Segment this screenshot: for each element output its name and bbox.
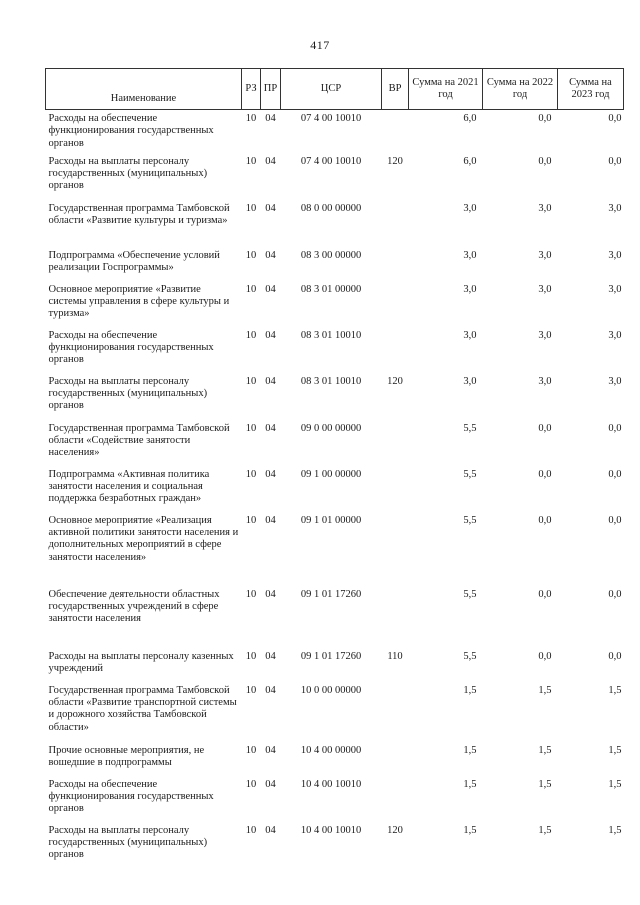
row-name: Государственная программа Тамбовской области «Развитие транспортной системы и дорожного хозяйства Тамбовской области»	[48, 684, 237, 733]
row-sum-2022: 0,0	[538, 155, 552, 167]
row-name: Расходы на выплаты персоналу государственных (муниципальных) органов	[48, 375, 208, 412]
row-name: Основное мероприятие «Развитие системы управления в сфере культуры и туризма»	[48, 283, 230, 320]
row-vr	[382, 420, 409, 466]
table-row	[46, 822, 624, 868]
row-name: Подпрограмма «Обеспечение условий реализации Госпрограммы»	[48, 249, 220, 273]
row-csr: 10 4 00 10010	[300, 824, 362, 836]
row-pr: 04	[265, 249, 276, 261]
row-vr	[382, 110, 409, 153]
row-csr: 07 4 00 10010	[300, 113, 362, 124]
row-sum-2021: 3,0	[463, 283, 477, 295]
row-sum-2021: 5,5	[463, 422, 477, 434]
row-csr: 10 4 00 00000	[300, 744, 362, 756]
row-sum-2023: 0,0	[608, 155, 622, 167]
row-rz: 10	[245, 249, 257, 261]
row-sum-2023: 0,0	[608, 588, 622, 600]
row-sum-2023: 0,0	[608, 468, 622, 480]
row-sum-2023: 3,0	[608, 249, 622, 261]
row-sum-2022: 1,5	[538, 824, 552, 836]
row-vr: 120	[387, 155, 403, 167]
table-row	[46, 110, 624, 153]
row-sum-2022: 1,5	[538, 684, 552, 696]
row-pr: 04	[265, 588, 276, 600]
row-sum-2022: 0,0	[538, 422, 552, 434]
row-pr: 04	[265, 202, 276, 214]
row-vr	[382, 327, 409, 373]
row-sum-2022: 0,0	[538, 113, 552, 124]
row-pr: 04	[265, 329, 276, 341]
row-name: Расходы на выплаты персоналу государственных (муниципальных) органов	[48, 155, 208, 192]
row-csr: 08 3 01 00000	[300, 283, 362, 295]
row-name: Государственная программа Тамбовской области «Содействие занятости населения»	[48, 422, 230, 459]
row-sum-2023: 0,0	[608, 113, 622, 124]
table-row	[46, 200, 624, 247]
row-pr: 04	[265, 468, 276, 480]
row-sum-2022: 0,0	[538, 468, 552, 480]
row-sum-2022: 0,0	[538, 514, 552, 526]
row-csr: 07 4 00 10010	[300, 155, 362, 167]
row-sum-2022: 3,0	[538, 329, 552, 341]
row-csr: 08 3 01 10010	[300, 375, 362, 387]
row-sum-2021: 3,0	[463, 375, 477, 387]
table-row	[46, 682, 624, 742]
header-rz: РЗ	[242, 69, 261, 110]
row-pr: 04	[265, 684, 276, 696]
row-csr: 10 0 00 00000	[300, 684, 362, 696]
table-row	[46, 153, 624, 200]
header-pr: ПР	[261, 69, 281, 110]
row-vr	[382, 682, 409, 742]
row-rz: 10	[245, 283, 257, 295]
row-sum-2022: 1,5	[538, 744, 552, 756]
header-sum-2022: Сумма на 2022 год	[483, 69, 558, 110]
row-sum-2023: 3,0	[608, 283, 622, 295]
row-csr: 08 3 01 10010	[300, 329, 362, 341]
row-rz: 10	[245, 422, 257, 434]
row-sum-2021: 1,5	[463, 684, 477, 696]
row-pr: 04	[265, 113, 276, 124]
row-vr	[382, 586, 409, 648]
row-pr: 04	[265, 744, 276, 756]
row-pr: 04	[265, 514, 276, 526]
row-sum-2023: 1,5	[608, 824, 622, 836]
row-sum-2022: 3,0	[538, 249, 552, 261]
row-sum-2023: 3,0	[608, 202, 622, 214]
row-name: Обеспечение деятельности областных государственных учреждений в сфере занятости населения	[48, 588, 220, 625]
row-rz: 10	[245, 113, 257, 124]
row-rz: 10	[245, 514, 257, 526]
row-pr: 04	[265, 824, 276, 836]
row-pr: 04	[265, 155, 276, 167]
row-vr: 120	[387, 375, 403, 387]
row-rz: 10	[245, 468, 257, 480]
row-vr: 120	[387, 824, 403, 836]
table-header-row	[46, 69, 624, 110]
row-sum-2023: 3,0	[608, 375, 622, 387]
row-name: Расходы на обеспечение функционирования государственных органов	[48, 113, 214, 149]
row-sum-2021: 3,0	[463, 249, 477, 261]
header-csr: ЦСР	[281, 69, 382, 110]
row-sum-2023: 1,5	[608, 684, 622, 696]
row-rz: 10	[245, 588, 257, 600]
row-rz: 10	[245, 329, 257, 341]
row-sum-2022: 0,0	[538, 588, 552, 600]
row-sum-2021: 3,0	[463, 329, 477, 341]
header-sum-2023: Сумма на 2023 год	[558, 69, 624, 110]
row-name: Расходы на обеспечение функционирования государственных органов	[48, 329, 214, 366]
row-sum-2021: 5,5	[463, 514, 477, 526]
row-sum-2021: 5,5	[463, 468, 477, 480]
row-sum-2022: 3,0	[538, 375, 552, 387]
table-row	[46, 586, 624, 648]
row-vr	[382, 466, 409, 512]
row-csr: 09 1 00 00000	[300, 468, 362, 480]
row-csr: 10 4 00 10010	[300, 778, 362, 790]
row-sum-2023: 0,0	[608, 514, 622, 526]
row-csr: 09 1 01 17260	[300, 650, 362, 662]
row-sum-2023: 1,5	[608, 744, 622, 756]
row-sum-2021: 1,5	[463, 744, 477, 756]
row-pr: 04	[265, 422, 276, 434]
row-sum-2021: 1,5	[463, 778, 477, 790]
table-row	[46, 420, 624, 466]
row-rz: 10	[245, 202, 257, 214]
row-rz: 10	[245, 684, 257, 696]
row-rz: 10	[245, 778, 257, 790]
row-csr: 09 1 01 00000	[300, 514, 362, 526]
row-vr: 110	[387, 650, 403, 662]
table-row	[46, 512, 624, 586]
row-sum-2021: 6,0	[463, 155, 477, 167]
row-name: Подпрограмма «Активная политика занятости населения и социальная поддержка безработных граждан»	[48, 468, 210, 505]
row-name: Расходы на выплаты персоналу государственных (муниципальных) органов	[48, 824, 208, 861]
table-row	[46, 742, 624, 776]
row-csr: 08 3 00 00000	[300, 249, 362, 261]
row-csr: 09 0 00 00000	[300, 422, 362, 434]
row-rz: 10	[245, 155, 257, 167]
row-sum-2022: 3,0	[538, 283, 552, 295]
row-rz: 10	[245, 744, 257, 756]
table-row	[46, 648, 624, 682]
row-vr	[382, 281, 409, 327]
row-sum-2023: 0,0	[608, 650, 622, 662]
header-name: Наименование	[46, 69, 242, 110]
row-pr: 04	[265, 650, 276, 662]
row-sum-2022: 0,0	[538, 650, 552, 662]
table-row	[46, 776, 624, 822]
row-name: Основное мероприятие «Реализация активной политики занятости населения и дополнительных мероприятий в сфере занятости населения»	[48, 514, 239, 563]
row-vr	[382, 200, 409, 247]
table-row	[46, 281, 624, 327]
table-row	[46, 373, 624, 420]
header-vr: ВР	[382, 69, 409, 110]
row-sum-2023: 0,0	[608, 422, 622, 434]
row-pr: 04	[265, 283, 276, 295]
row-sum-2023: 3,0	[608, 329, 622, 341]
row-vr	[382, 512, 409, 586]
row-name: Расходы на обеспечение функционирования государственных органов	[48, 778, 214, 815]
row-rz: 10	[245, 375, 257, 387]
row-csr: 09 1 01 17260	[300, 588, 362, 600]
row-sum-2023: 1,5	[608, 778, 622, 790]
table-row	[46, 466, 624, 512]
row-name: Расходы на выплаты персоналу казенных учреждений	[48, 650, 234, 674]
row-vr	[382, 776, 409, 822]
table-row	[46, 247, 624, 281]
row-pr: 04	[265, 375, 276, 387]
row-sum-2021: 5,5	[463, 588, 477, 600]
row-rz: 10	[245, 824, 257, 836]
row-sum-2021: 6,0	[463, 113, 477, 124]
row-name: Прочие основные мероприятия, не вошедшие в подпрограммы	[48, 744, 205, 768]
page-number: 417	[310, 38, 330, 52]
row-name: Государственная программа Тамбовской области «Развитие культуры и туризма»	[48, 202, 230, 226]
row-csr: 08 0 00 00000	[300, 202, 362, 214]
budget-table	[45, 68, 624, 868]
row-sum-2022: 1,5	[538, 778, 552, 790]
table-row	[46, 327, 624, 373]
row-sum-2021: 3,0	[463, 202, 477, 214]
row-vr	[382, 742, 409, 776]
row-pr: 04	[265, 778, 276, 790]
row-sum-2022: 3,0	[538, 202, 552, 214]
header-sum-2021: Сумма на 2021 год	[409, 69, 483, 110]
row-rz: 10	[245, 650, 257, 662]
row-sum-2021: 1,5	[463, 824, 477, 836]
row-vr	[382, 247, 409, 281]
row-sum-2021: 5,5	[463, 650, 477, 662]
